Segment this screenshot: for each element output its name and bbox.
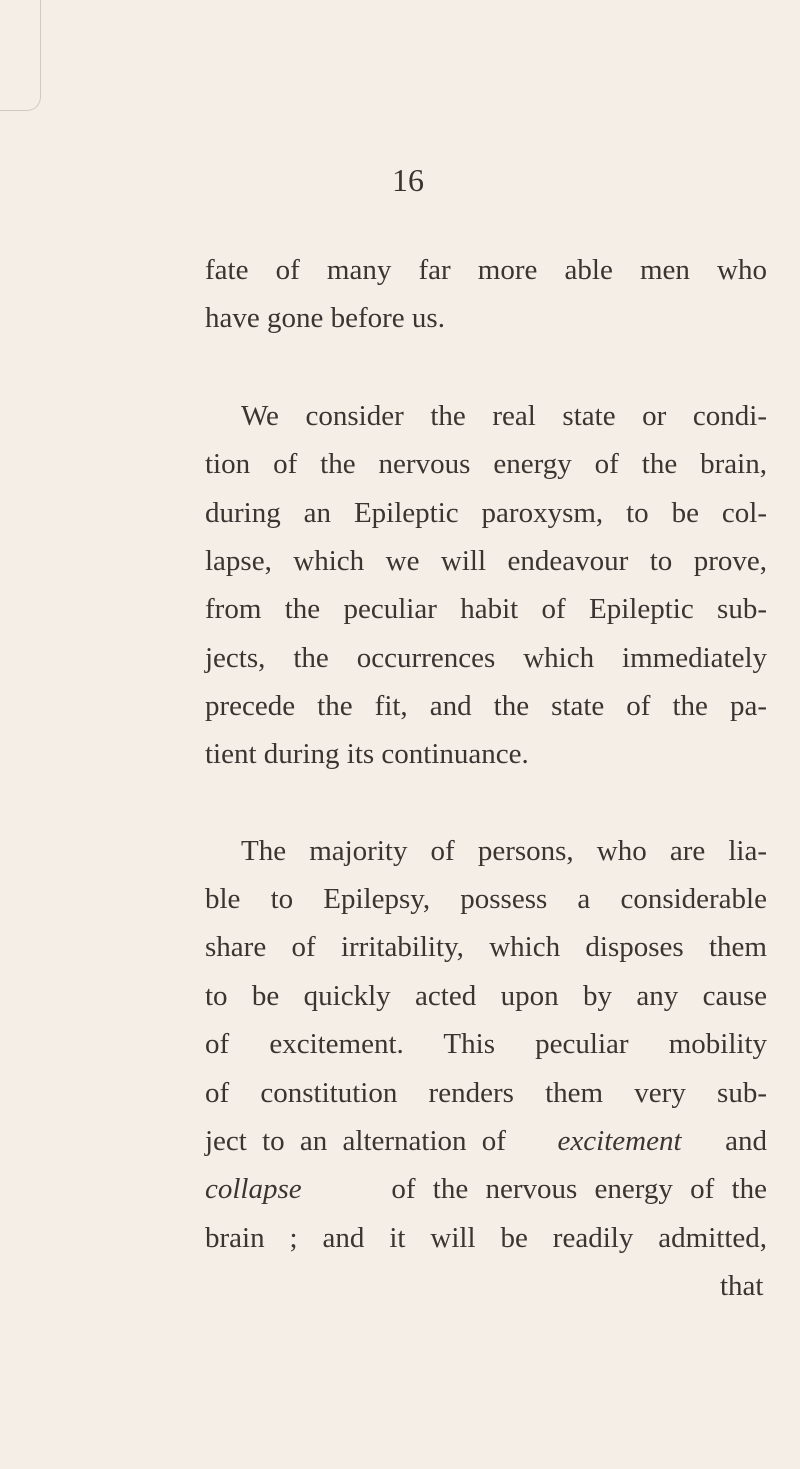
text-segment: ject to an alternation of — [205, 1125, 522, 1157]
text-line: of excitement. This peculiar mobility — [205, 1028, 767, 1060]
text-line — [205, 1121, 767, 1161]
text-line: to be quickly acted upon by any cause — [205, 980, 767, 1012]
text-line: brain ; and it will be readily admitted, — [205, 1222, 767, 1254]
page-edge — [0, 0, 41, 111]
text-line: from the peculiar habit of Epileptic sub- — [205, 593, 767, 625]
text-segment: of the nervous energy of the — [374, 1173, 767, 1205]
page-number: 16 — [392, 162, 424, 198]
italic-word: collapse — [205, 1173, 302, 1205]
text-line: fate of many far more able men who — [205, 254, 767, 286]
text-line: The majority of persons, who are lia- — [241, 835, 767, 867]
text-line: during an Epileptic paroxysm, to be col- — [205, 497, 767, 529]
text-line: tion of the nervous energy of the brain, — [205, 448, 767, 480]
text-line: lapse, which we will endeavour to prove, — [205, 545, 767, 577]
text-line: jects, the occurrences which immediately — [205, 642, 767, 674]
text-line: ble to Epilepsy, possess a considerable — [205, 883, 767, 915]
italic-word: excitement — [557, 1125, 682, 1157]
text-line: have gone before us. — [205, 302, 445, 334]
text-line: precede the fit, and the state of the pa- — [205, 690, 767, 722]
catchword: that — [720, 1270, 764, 1302]
text-segment: and — [717, 1125, 767, 1157]
text-line: share of irritability, which disposes them — [205, 931, 767, 963]
text-line — [205, 1169, 767, 1209]
text-line: tient during its continuance. — [205, 738, 529, 770]
text-line: of constitution renders them very sub- — [205, 1077, 767, 1109]
text-line: We consider the real state or condi- — [241, 400, 767, 432]
